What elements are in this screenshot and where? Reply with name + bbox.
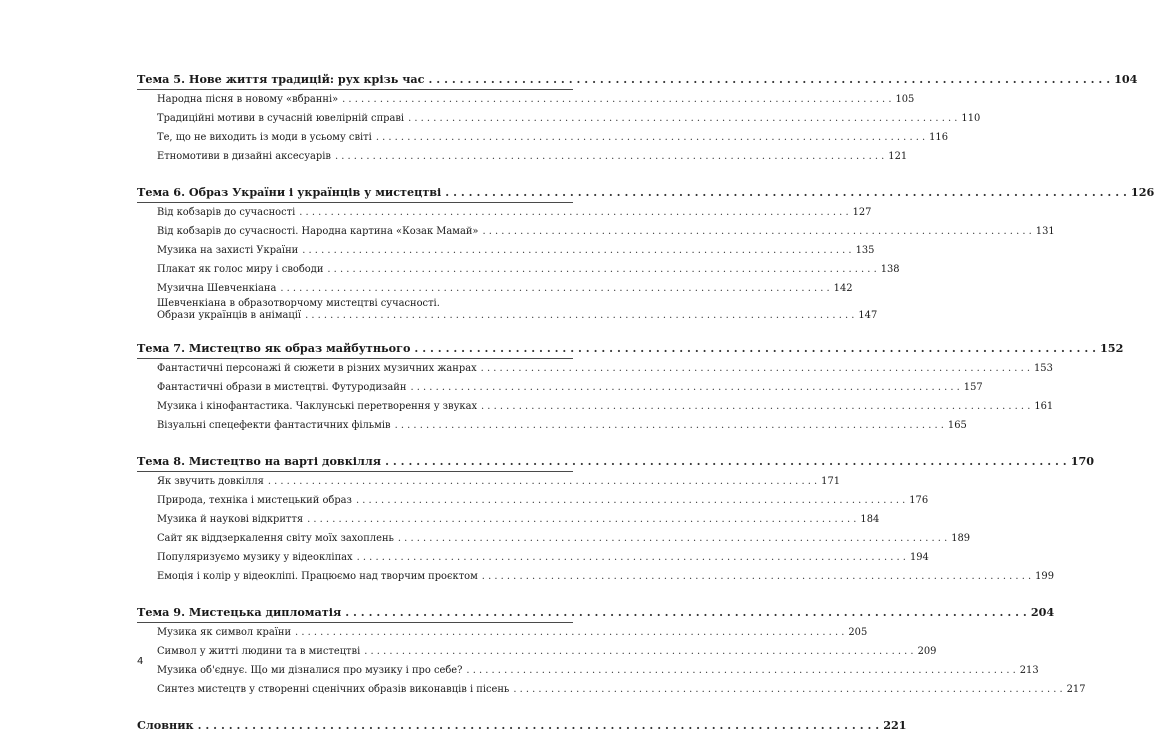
toc-entry-page: 213 [1019, 665, 1039, 676]
toc-entry-page: 194 [909, 552, 929, 563]
toc-entry-page: 199 [1035, 571, 1054, 582]
toc-section-9 [137, 603, 1086, 699]
toc-entry-title: Традиційні мотиви в сучасній ювелірній справі [157, 113, 405, 124]
toc-entry-page: 138 [880, 264, 900, 275]
toc-section-8 [137, 452, 1095, 586]
toc-entry-title: Сайт як віддзеркалення світу моїх захоплень [157, 533, 394, 544]
dot-leader [280, 279, 829, 298]
toc-heading [137, 183, 1154, 202]
toc-entry-page: 121 [888, 151, 908, 162]
toc-entry-title: Музика об'єднує. Що ми дізналися про музику і про себе? [157, 665, 463, 676]
toc-entry [137, 397, 1054, 416]
toc-entry [137, 491, 929, 510]
toc-entry-title: Фантастичні образи в мистецтві. Футуродизайн [157, 382, 407, 393]
toc-entry [137, 147, 908, 166]
toc-entry [137, 89, 915, 109]
dot-leader [268, 472, 817, 491]
toc-entry-line2 [157, 310, 878, 322]
table-of-contents [137, 70, 1154, 752]
toc-entry-page: 189 [951, 533, 971, 544]
toc-heading-page: 221 [883, 718, 907, 732]
toc-entry-title: Природа, техніка і мистецький образ [157, 495, 352, 506]
toc-entry-page: 135 [855, 245, 875, 256]
dot-leader [345, 603, 1027, 622]
toc-entry-page: 105 [895, 94, 915, 105]
toc-entry [137, 241, 875, 260]
toc-entry-page: 165 [947, 420, 967, 431]
toc-section-6 [137, 183, 1154, 322]
toc-heading-title: Тема 9. Мистецька дипломатія [137, 605, 342, 619]
toc-entry [137, 202, 872, 222]
dot-leader [302, 241, 851, 260]
dot-leader [364, 642, 913, 661]
toc-entry-page: 184 [860, 514, 880, 525]
toc-entry-title: Емоція і колір у відеокліпі. Працюємо над творчим проєктом [157, 571, 478, 582]
toc-entry [137, 622, 868, 642]
toc-entry-title: Символ у житті людини та в мистецтві [157, 646, 361, 657]
dot-leader [410, 378, 959, 397]
toc-entry-title: Етномотиви в дизайні аксесуарів [157, 151, 331, 162]
toc-entry-page: 127 [852, 207, 872, 218]
toc-entry-page: 153 [1034, 363, 1053, 374]
toc-entry-title-line1: Шевченкіана в образотворчому мистецтві сучасності. [157, 298, 440, 309]
toc-heading [137, 70, 1138, 89]
toc-entry-multiline [137, 298, 878, 322]
toc-entry-title: Музика і кінофантастика. Чаклунські перетворення у звуках [157, 401, 478, 412]
toc-entry [137, 471, 841, 491]
dot-leader [376, 128, 925, 147]
toc-entry [137, 680, 1086, 699]
dot-leader [395, 416, 944, 435]
toc-entry [137, 416, 967, 435]
toc-entry-title-line2: Образи українців в анімації [157, 310, 302, 321]
dot-leader [295, 623, 844, 642]
toc-heading-page: 204 [1030, 605, 1055, 619]
toc-heading [137, 452, 1095, 471]
toc-heading [137, 339, 1124, 358]
toc-heading-page: 104 [1114, 72, 1138, 86]
toc-entry [137, 222, 1055, 241]
toc-entry-page: 142 [833, 283, 853, 294]
toc-entry [137, 378, 983, 397]
toc-entry [137, 128, 948, 147]
toc-entry [137, 661, 1039, 680]
dot-leader [385, 452, 1067, 471]
toc-heading [137, 603, 1055, 622]
toc-heading [137, 716, 907, 735]
toc-entry [137, 529, 971, 548]
toc-section-7 [137, 339, 1124, 435]
toc-entry [137, 548, 929, 567]
toc-entry-title: Популяризуємо музику у відеокліпах [157, 552, 353, 563]
toc-entry-title: Музика як символ країни [157, 627, 292, 638]
toc-heading-title: Тема 8. Мистецтво на варті довкілля [137, 454, 382, 468]
toc-entry-title: Музика на захисті України [157, 245, 299, 256]
toc-entry-title: Від кобзарів до сучасності. Народна картина «Козак Мамай» [157, 226, 479, 237]
dot-leader [482, 567, 1031, 586]
toc-entry-page: 110 [961, 113, 981, 124]
dot-leader [398, 529, 947, 548]
dot-leader [482, 222, 1031, 241]
toc-heading-title: Тема 7. Мистецтво як образ майбутнього [137, 341, 411, 355]
toc-section-5 [137, 70, 1138, 166]
dot-leader [429, 70, 1111, 89]
toc-entry-page: 161 [1034, 401, 1054, 412]
toc-entry-title: Музика й наукові відкриття [157, 514, 304, 525]
dot-leader [513, 680, 1062, 699]
toc-entry-title: Фантастичні персонажі й сюжети в різних музичних жанрах [157, 363, 477, 374]
toc-entry-page: 116 [929, 132, 948, 143]
toc-entry-title: Як звучить довкілля [157, 476, 264, 487]
dot-leader [481, 359, 1030, 378]
toc-heading-page: 170 [1070, 454, 1095, 468]
toc-entry [137, 279, 853, 298]
dot-leader [466, 661, 1015, 680]
toc-heading-page: 126 [1130, 185, 1154, 199]
dot-leader [445, 183, 1127, 202]
dot-leader [327, 260, 876, 279]
dot-leader [357, 548, 906, 567]
toc-entry-page: 157 [963, 382, 983, 393]
dot-leader [414, 339, 1096, 358]
dot-leader [198, 716, 880, 735]
toc-entry-page: 176 [909, 495, 929, 506]
dot-leader [342, 90, 891, 109]
toc-entry-page: 171 [821, 476, 841, 487]
toc-heading-page: 152 [1100, 341, 1124, 355]
dot-leader [307, 510, 856, 529]
toc-entry-page: 131 [1035, 226, 1055, 237]
toc-entry-page: 205 [848, 627, 868, 638]
toc-entry [137, 358, 1053, 378]
toc-heading-title: Тема 6. Образ України і українців у мистецтві [137, 185, 442, 199]
dot-leader [481, 397, 1030, 416]
toc-entry [137, 109, 981, 128]
toc-entry [137, 642, 937, 661]
toc-entry-page: 147 [858, 310, 878, 321]
page-number: 4 [137, 656, 144, 667]
dot-leader [305, 310, 854, 322]
dot-leader [335, 147, 884, 166]
toc-section-glossary [137, 716, 907, 735]
toc-entry [137, 510, 880, 529]
toc-entry [137, 567, 1054, 586]
dot-leader [408, 109, 957, 128]
toc-entry-title: Синтез мистецтв у створенні сценічних образів виконавців і пісень [157, 684, 510, 695]
toc-heading-title: Тема 5. Нове життя традицій: рух крізь час [137, 72, 425, 86]
toc-entry-page: 217 [1066, 684, 1086, 695]
toc-entry-title: Від кобзарів до сучасності [157, 207, 296, 218]
toc-entry-title: Плакат як голос миру і свободи [157, 264, 324, 275]
toc-entry-title: Музична Шевченкіана [157, 283, 277, 294]
toc-heading-title: Словник [137, 718, 194, 732]
dot-leader [356, 491, 905, 510]
toc-entry-page: 209 [917, 646, 937, 657]
toc-entry-title: Те, що не виходить із моди в усьому світі [157, 132, 372, 143]
toc-entry-title: Народна пісня в новому «вбранні» [157, 94, 339, 105]
toc-entry-title: Візуальні спецефекти фантастичних фільмів [157, 420, 391, 431]
dot-leader [299, 203, 848, 222]
toc-entry [137, 260, 900, 279]
